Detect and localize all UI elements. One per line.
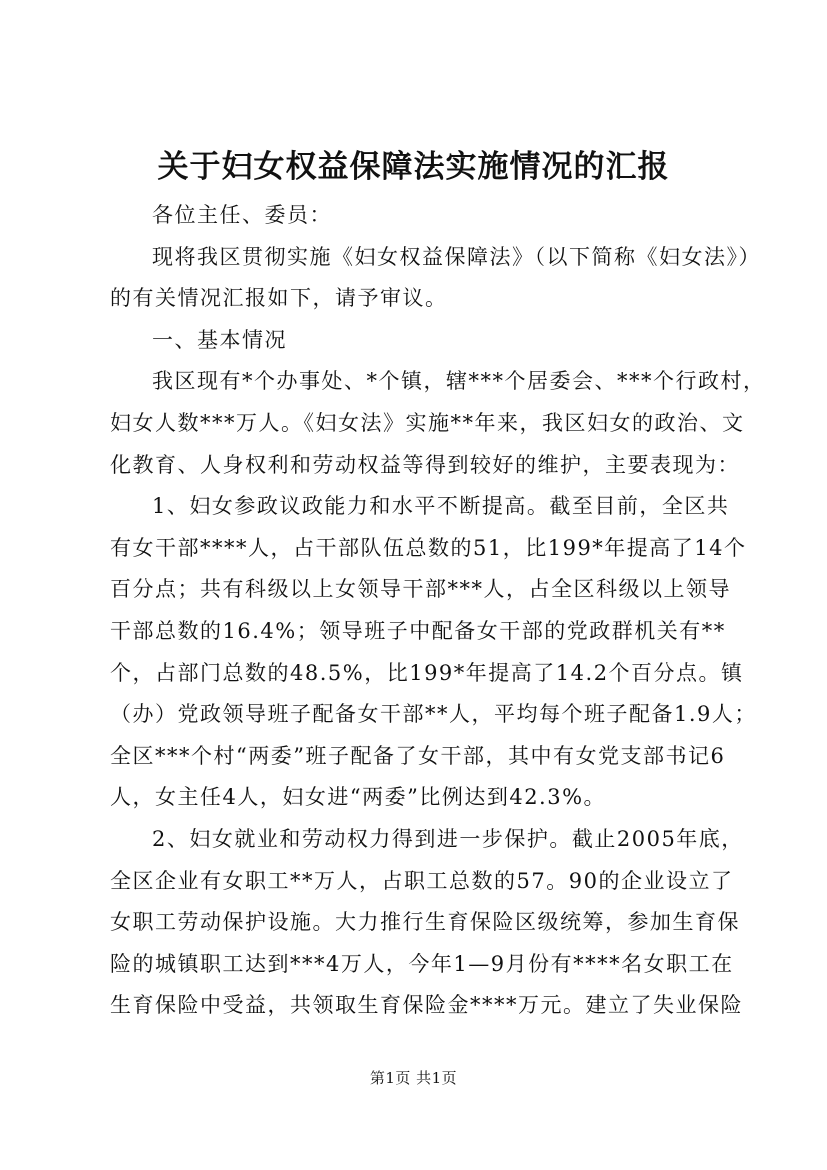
document-title: 关于妇女权益保障法实施情况的汇报 — [157, 149, 670, 185]
body-line: 生育保险中受益，共领取生育保险金****万元。建立了失业保险 — [110, 993, 743, 1018]
body-line: 化教育、人身权利和劳动权益等得到较好的维护，主要表现为： — [110, 452, 740, 477]
body-line: 人，女主任4人，妇女进“两委”比例达到42.3%。 — [110, 785, 607, 810]
salutation-line: 各位主任、委员： — [152, 203, 332, 227]
body-line: 全区***个村“两委”班子配备了女干部，其中有女党支部书记6 — [110, 743, 726, 768]
body-line: 2、妇女就业和劳动权力得到进一步保护。截止2005年底， — [152, 826, 744, 851]
body-line: 个，占部门总数的48.5%，比199*年提高了14.2个百分点。镇 — [110, 660, 744, 685]
body-line: 的有关情况汇报如下，请予审议。 — [110, 286, 448, 311]
body-line: 现将我区贯彻实施《妇女权益保障法》（以下简称《妇女法》） — [152, 244, 761, 269]
body-line: 百分点；共有科级以上女领导干部***人，占全区科级以上领导 — [110, 577, 731, 602]
section-heading: 一、基本情况 — [152, 327, 287, 352]
body-line: （办）党政领导班子配备女干部**人，平均每个班子配备1.9人； — [110, 702, 757, 727]
body-line: 干部总数的16.4%；领导班子中配备女干部的党政群机关有** — [110, 618, 726, 643]
body-line: 有女干部****人，占干部队伍总数的51，比199*年提高了14个 — [110, 535, 747, 560]
document-body — [110, 195, 766, 1027]
body-line: 险的城镇职工达到***4万人，今年1—9月份有****名女职工在 — [110, 951, 734, 976]
body-line: 全区企业有女职工**万人，占职工总数的57。90的企业设立了 — [110, 868, 734, 893]
page-number: 第1页 共1页 — [369, 1069, 458, 1087]
body-line: 我区现有*个办事处、*个镇，辖***个居委会、***个行政村， — [152, 369, 766, 394]
body-line: 妇女人数***万人。《妇女法》实施**年来，我区妇女的政治、文 — [110, 410, 745, 435]
body-line: 女职工劳动保护设施。大力推行生育保险区级统筹，参加生育保 — [110, 910, 740, 935]
body-line: 1、妇女参政议政能力和水平不断提高。截至目前，全区共 — [152, 494, 730, 519]
